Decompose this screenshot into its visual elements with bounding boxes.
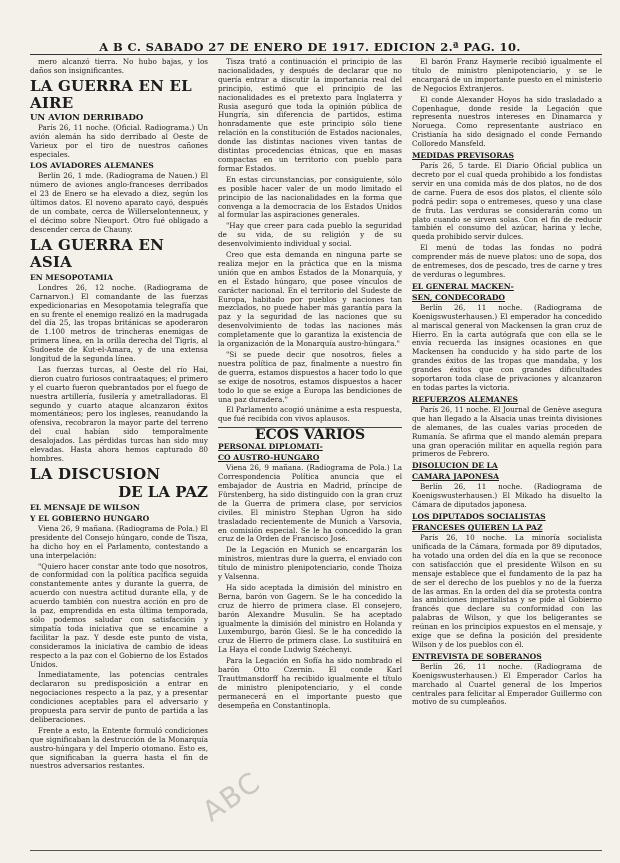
aviadores-paragraph: Berlín 26, 1 mde. (Radiograma de Nauen.) El número de aviones anglo-franceses derribados el 23 de Enero se ha elevado a diez, según los últimos datos. El noveno aparato cayó, después de un combate, cerca de Willerselontenneux, y el décimo sobre Nieuport. Otro fué obligado a descender cerca de Chauny. — [30, 171, 208, 234]
tisza-paragraph-6: El Parlamento acogió unánime a esta respuesta, que fué recibida con vivos aplausos. — [218, 405, 402, 424]
paz-paragraph-3: Inmediatamente, las potencias centrales declararon su predisposición a entrar en negociaciones respecto a la paz, y a presentar condiciones aceptables para el adversario y propuesta para servir de punto de partida a las deliberaciones. — [30, 670, 208, 724]
camara-paragraph: Berlín 26, 11 noche. (Radiograma de Koenigswusterhausen.) El Mikado ha disuelto la Cámara de diputados japonesa. — [412, 482, 602, 510]
refuerzos-paragraph: París 26, 11 noche. El Journal de Genève asegura que han llegado a la Alsacia unas treinta divisiones de alemanes, de las cuales varias proceden de Rumanía. Se afirma que el mando alemán prepara una gran operación militar en aquella región para primeros de Febrero. — [412, 404, 602, 459]
diputados-paragraph: París 26, 10 noche. La minoría socialista unificada de la Cámara, formada por 89 diputados, ha votado una orden del día en la que se reconoce con satisfacción que el presidente Wilson en su mensaje establece que el fundamento de la paz ha de ser el derecho de los pueblos y no de la fuerza de las armas. En la orden del día se protesta contra las ambiciones imperialistas y se pide al Gobierno francés que declare su conformidad con las palabras de Wilson, y que los beligerantes se reúnan en los principios expuestos en el mensaje, y exige que se defina la posición del presidente Wilson y de los pueblos con él. — [412, 533, 602, 649]
header-rule — [30, 54, 602, 55]
paz-title-1: LA DISCUSION — [30, 464, 161, 483]
medidas-paragraph-1: París 26, 5 tarde. El Diario Oficial publica un decreto por el cual queda prohibido a los fondistas servir en una comida más de dos platos, no de dos de carne. Fuera de esos dos platos, el cliente sólo podrá pedir: sopa o entremeses, queso y una clase de fruta. Las verduras se considerarán como un plato cuando se sirven solas. Con el fin de reducir también el consumo del azúcar, harina y leche, queda prohibido servir dulces. — [412, 161, 602, 242]
paz-paragraph-1: Viena 26, 9 mañana. (Radiograma de Pola.) El presidente del Consejo húngaro, conde de Tisza, ha dicho hoy en el Parlamento, contestando a una interpelación: — [30, 523, 208, 560]
asia-title: LA GUERRA EN ASIA — [30, 235, 165, 271]
ecos-subtitle-2: CO AUSTRO-HUNGARO — [218, 453, 320, 463]
tisza-paragraph-4: Creo que esta demanda en ninguna parte se realiza mejor en la práctica que en la misma unión que en ambos Estados de la Monarquía, y en el Estado húngaro, que posee vínculos de carácter nacional. En el territorio del Sudeste de Europa, habitado por pueblos y naciones tan mezclados, no puede haber más garantía para la paz y la seguridad de las naciones que su desenvolvimiento de todas las naciones más completamente que lo garantiza la existencia de la organización de la Monarquía austro-húngara." — [218, 250, 402, 349]
ecos-paragraph-4: Para la Legación en Sofía ha sido nombrado el barón Otto Czernin. El conde Karl Trauttmansdorff ha recibido igualmente el título de ministro plenipotenciario, y el conde permanecerá en el importante puesto que desempeña en Constantinopla. — [218, 656, 402, 710]
entrevista-paragraph: Berlín 26, 11 noche. (Radiograma de Koenigswusterhausen.) El Emperador Carlos ha marchado al Cuartel general de los Imperios centrales para felicitar al Emperador Guillermo con motivo de su cumpleaños. — [412, 661, 602, 707]
column-1 — [30, 58, 208, 773]
ecos-title: ECOS VARIOS — [254, 427, 366, 444]
medidas-subtitle: MEDIDAS PREVISORAS — [412, 151, 514, 161]
paz-paragraph-4: Frente a esto, la Entente formuló condiciones que significaban la destrucción de la Monarquía austro-húngara y del Imperio otomano. Esto es, que significaban la guerra hasta el fin de nuestros adversarios restantes. — [30, 725, 208, 771]
paz-paragraph-2: "Quiero hacer constar ante todo que nosotros, de conformidad con la política pacífica seguida constantemente antes y durante la guerra, de acuerdo con nuestra actitud durante ella, y de acuerdo también con nuestra acción en pro de la paz, emprendida en esta última temporada, sólo podemos saludar con satisfacción y simpatía toda iniciativa que se encamine a facilitar la paz. Y desde este punto de vista, consideramos la iniciativa de cambio de ideas respecto a la paz con el Gobierno de los Estados Unidos. — [30, 561, 208, 669]
paz-title-2: DE LA PAZ — [118, 482, 208, 501]
entrevista-subtitle: ENTREVISTA DE SOBERANOS — [412, 651, 542, 661]
tisza-paragraph-5: "Si se puede decir que nosotros, fieles a nuestra política de paz, finalmente a nuestro fin de guerra, estamos dispuestos a hacer todo lo que se exige de nosotros, estamos dispuestos a hacer todo lo que se exige a Europa las bendiciones de una paz duradera." — [218, 350, 402, 404]
watermark: ABC — [196, 764, 268, 829]
diputados-subtitle-1: LOS DIPUTADOS SOCIALISTAS — [412, 512, 546, 522]
footer-rule — [30, 850, 602, 851]
asia-paragraph-2: Las fuerzas turcas, al Oeste del río Hai, dieron cuatro furiosos contraataques; el primero y el cuarto fueron quebrantados por el fuego de nuestra artillería, fusilería y ametralladoras. El segundo y cuarto ataque alcanzaron éxitos momentáneos; pero los ingleses, reanudando la ofensiva, recobraron la mayor parte del terreno del cual habían sido temporalmente desalojados. Las pérdidas turcas han sido muy elevadas. Hasta ahora hemos capturado 80 hombres. — [30, 364, 208, 463]
column-2 — [218, 58, 402, 713]
refuerzos-subtitle: REFUERZOS ALEMANES — [412, 394, 519, 404]
mackensen-subtitle-1: EL GENERAL MACKEN- — [412, 281, 514, 291]
ecos-paragraph-3: Ha sido aceptada la dimisión del ministro en Berna, barón von Gagern. Se le ha concedido la cruz de hierro de primera clase. El consejero, barón Alexandre Musulin. Se ha aceptado igualmente la dimisión del ministro en Holanda y Luxemburgo, barón Giesl. Se le ha concedido la cruz de Hierro de primera clase. Lo sustituirá en La Haya el conde Ludwig Széchenyi. — [218, 582, 402, 655]
mackensen-paragraph: Berlín 26, 11 noche. (Radiograma de Koenigswusterhausen.) El emperador ha concedido al mariscal general von Mackensen la gran cruz de Hierro. En la carta autógrafa que con ella se le envía recuerda las insignes ocasiones en que Mackensen ha conducido y ha sido parte de los grandes éxitos de las tropas que mandaba, y los grandes éxitos que con grandes dificultades soportaron toda clase de privaciones y alcanzaron en todas partes la victoria. — [412, 302, 602, 392]
aviadores-subtitle: LOS AVIADORES ALEMANES — [30, 161, 154, 171]
camara-subtitle-1: DISOLUCION DE LA — [412, 461, 498, 471]
ecos-paragraph-2: De la Legación en Munich se encargarán los ministros, mientras dure la guerra, el enviado con título de ministro plenipotenciario, conde Thoiza y Valsenna. — [218, 545, 402, 582]
aire-title: LA GUERRA EN EL AIRE — [30, 76, 192, 112]
tisza-paragraph-1: Tisza trató a continuación el principio de las nacionalidades, y después de declarar que no quería entrar a discutir la importancia real del principio, estimó que el principio de las nacionalidades es el pretexto para Inglaterra y Rusia aseguró que toda la opinión pública de Hungría, sin diferencia de partidos, estima honradamente que este principio sólo tiene relación en la constitución de Estados nacionales, donde las distintas naciones viven tantas de distintas procedencias étnicas, que en masas compactas en un territorio con pueblo para formar Estados. — [218, 57, 402, 173]
camara-subtitle-2: CAMARA JAPONESA — [412, 472, 499, 482]
tisza-paragraph-2: En estas circunstancias, por consiguiente, sólo es posible hacer valer de un modo limitado el principio de las nacionalidades en la forma que convenga a la democracia de los Estados Unidos al formular las aspiraciones generales. — [218, 174, 402, 220]
diplo-paragraph-2: El conde Alexander Hoyos ha sido trasladado a Copenhague, donde reside la Legación que representa nuestros intereses en Dinamarca y Noruega. Como representante austriaco en Cristianía ha sido designado el conde Fernando Colloredo Mansfeld. — [412, 94, 602, 149]
diplo-paragraph-1: El barón Franz Haymerle recibió igualmente el título de ministro plenipotenciario, y se le encargará de un importante puesto en el ministerio de Negocios Extranjeros. — [412, 57, 602, 93]
tisza-paragraph-3: "Hay que creer para cada pueblo la seguridad de su vida, de su religión y de su desenvolvimiento individual y social. — [218, 221, 402, 249]
ecos-subtitle-1: PERSONAL DIPLOMATI- — [218, 442, 323, 452]
paz-subtitle-2: Y EL GOBIERNO HUNGARO — [30, 513, 150, 523]
asia-paragraph-1: Londres 26, 12 noche. (Radiograma de Carnarvon.) El comandante de las fuerzas expedicionarias en Mesopotamia telegrafía que en su frente el enemigo realizó en la madrugada del día 25, las tropas británicas se apoderaron de 1.100 metros de trincheras enemigas de primera línea, en la orilla derecha del Tigris, al Sudoeste de Kut-el-Amara, y de una extensa longitud de la segunda línea. — [30, 282, 208, 364]
lead-text: mero alcanzó tierra. No hubo bajas, y los daños son insignificantes. — [30, 57, 208, 75]
paz-subtitle-1: EL MENSAJE DE WILSON — [30, 502, 140, 512]
aire-subtitle: UN AVION DERRIBADO — [30, 112, 144, 123]
asia-subtitle: EN MESOPOTAMIA — [30, 272, 113, 282]
page-header: A B C. SABADO 27 DE ENERO DE 1917. EDICION 2.ª PAG. 10. — [99, 40, 521, 54]
column-3 — [412, 58, 602, 709]
ecos-paragraph-1: Viena 26, 9 mañana. (Radiograma de Pola.) La Correspondencia Política anuncia que el embajador de Austria en Madrid, príncipe de Fürstenberg, ha sido distinguido con la gran cruz de la Guerra de primera clase, por servicios civiles. El ministro Stephan Ugron ha sido trasladado recientemente de Munich a Varsovia, en comisión especial. Se le ha concedido la gran cruz de la Orden de Francisco José. — [218, 463, 402, 544]
medidas-paragraph-2: El menú de todas las fondas no podrá comprender más de nueve platos: uno de sopa, dos de entremeses, dos de pescado, tres de carne y tres de verduras o legumbres. — [412, 243, 602, 279]
diputados-subtitle-2: FRANCESES QUIEREN LA PAZ — [412, 523, 543, 533]
mackensen-subtitle-2: SEN, CONDECORADO — [412, 292, 506, 302]
aire-paragraph: París 26, 11 noche. (Oficial. Radiograma.) Un avión alemán ha sido derribado al Oeste de Varieux por el tiro de nuestros cañones especiales. — [30, 122, 208, 159]
